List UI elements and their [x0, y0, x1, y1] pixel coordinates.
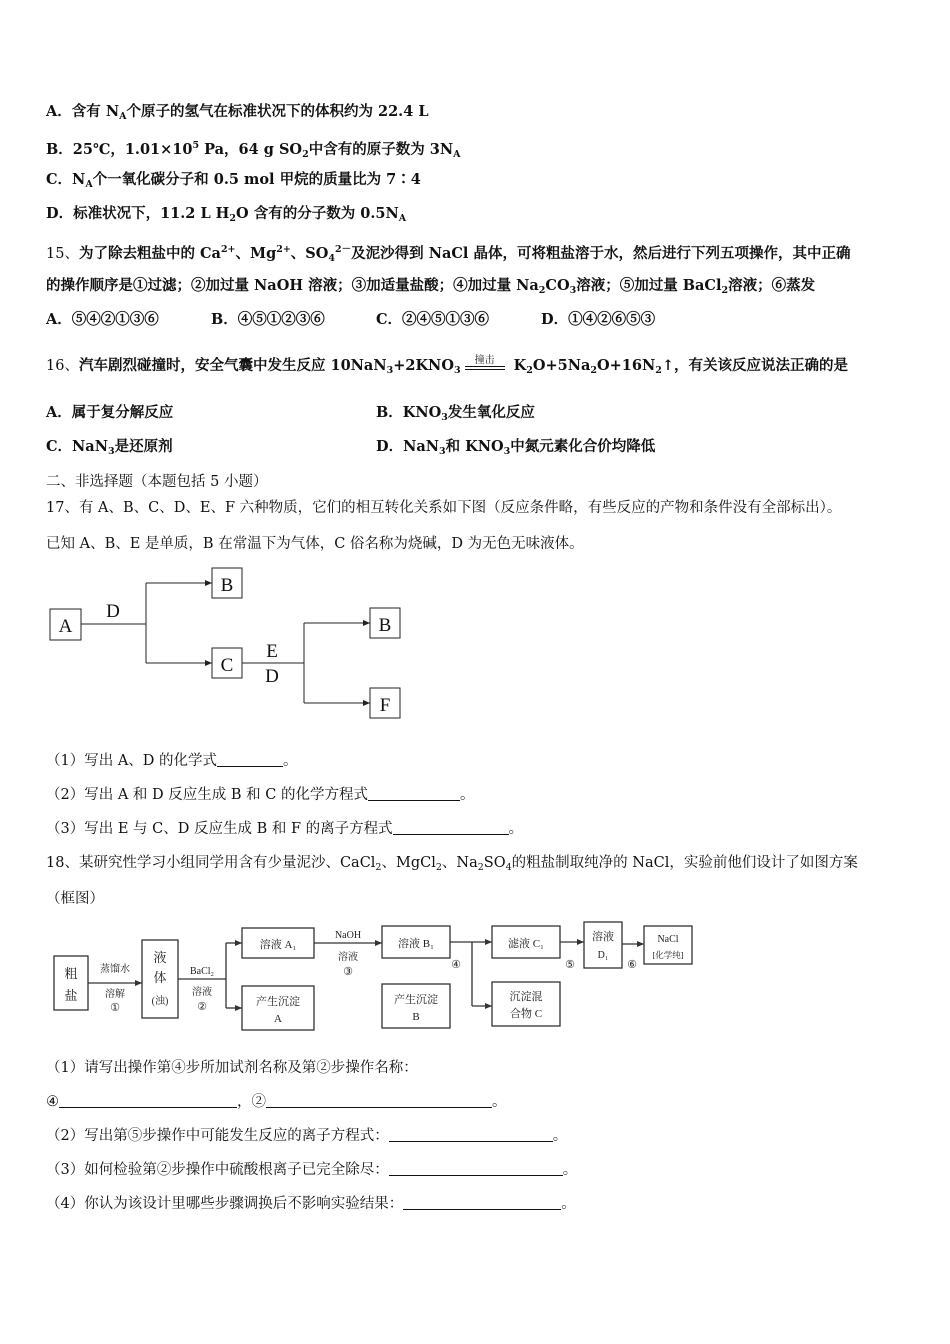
step6-number: ⑥ — [627, 959, 637, 971]
q18-stem-line1: 18、某研究性学习小组同学用含有少量泥沙、CaCl$_2$、MgCl$_2$、$Na_2SO_4$的粗盐制取纯净的 NaCl，实验前他们设计了如图方案 — [46, 855, 858, 873]
q18-sub2: （2）写出第⑤步操作中可能发生反应的离子方程式： 。 — [46, 1128, 568, 1144]
answer-blank[interactable] — [403, 1195, 561, 1210]
q16-option-b: B．$KNO_3$发生氧化反应 — [376, 404, 535, 423]
answer-blank[interactable] — [217, 752, 283, 767]
step3-action: 溶液 — [338, 952, 358, 963]
label-crude-1: 粗 — [64, 966, 78, 981]
q18-sub1: （1）请写出操作第④步所加试剂名称及第②步操作名称： — [46, 1060, 418, 1076]
label-nacl: NaCl — [657, 934, 679, 945]
answer-blank[interactable] — [389, 1161, 563, 1176]
box-b-right-label: B — [378, 615, 392, 636]
q14-option-d: D．标准状况下，11.2 L $H_2O$ 含有的分子数为 $0.5N_A$ — [46, 205, 407, 224]
answer-blank[interactable] — [393, 820, 509, 835]
q15-options — [46, 310, 655, 330]
edge-label-e: E — [266, 641, 278, 662]
q17-transform-diagram — [40, 562, 420, 728]
q15-stem-line2: 的操作顺序是①过滤；②加过量 NaOH 溶液；③加适量盐酸；④加过量 $Na_2CO_3$溶液；⑤加过量 BaCl$_2$溶液；⑥蒸发 — [46, 277, 816, 296]
label-solution-d1-1: 溶液 — [592, 931, 614, 943]
label-solution-d1-2: D₁ — [597, 950, 609, 961]
step2-reagent: BaCl₂ — [189, 966, 215, 977]
q18-stem-line2: （框图） — [46, 891, 104, 907]
q16-stem: 16、汽车剧烈碰撞时，安全气囊中发生反应 $10NaN_3+2KNO_3$ 撞击 $K_2O+5Na_2O+16N_2↑$，有关该反应说法正确的是 — [46, 356, 848, 381]
reaction-arrow — [465, 355, 505, 370]
step2-action: 溶液 — [192, 987, 212, 998]
label-solution-b1: 溶液 B₁ — [398, 938, 434, 950]
label-filtrate-c1: 滤液 C₁ — [508, 938, 544, 950]
q18-sub3: （3）如何检验第②步操作中硫酸根离子已完全除尽： 。 — [46, 1162, 578, 1178]
q15-option-d: D．①④②⑥⑤③ — [541, 311, 656, 328]
answer-blank[interactable] — [59, 1093, 237, 1108]
step2-number: ② — [197, 1001, 207, 1013]
label-crude-2: 盐 — [64, 988, 78, 1003]
label-precipitate-a-2: A — [274, 1013, 282, 1025]
box-c-label: C — [220, 655, 234, 676]
box-b-top-label: B — [220, 575, 234, 596]
q17-sub2: （2）写出 A 和 D 反应生成 B 和 C 的化学方程式 。 — [46, 787, 475, 803]
q17-sub3: （3）写出 E 与 C、D 反应生成 B 和 F 的离子方程式 。 — [46, 821, 524, 837]
step1-action: 溶解 — [105, 989, 125, 1000]
q17-stem-line2: 已知 A、B、E 是单质，B 在常温下为气体，C 俗名称为烧碱，D 为无色无味液体。 — [46, 536, 584, 552]
q16-option-d: D．NaN$_3$和 $KNO_3$中氮元素化合价均降低 — [376, 438, 656, 457]
q18-sub4: （4）你认为该设计里哪些步骤调换后不影响实验结果： 。 — [46, 1196, 576, 1212]
label-mixture-c-2: 合物 C — [509, 1008, 543, 1020]
q16-option-a: A．属于复分解反应 — [46, 404, 174, 421]
step1-reagent: 蒸馏水 — [100, 964, 130, 975]
q18-flowchart — [44, 918, 704, 1036]
section-heading: 二、非选择题（本题包括 5 小题） — [46, 474, 268, 490]
answer-blank[interactable] — [368, 786, 460, 801]
label-solution-a1: 溶液 A₁ — [259, 939, 297, 951]
q15-option-b: B．④⑤①②③⑥ — [211, 311, 325, 328]
step4-number: ④ — [451, 959, 461, 971]
label-precipitate-a-1: 产生沉淀 — [256, 996, 300, 1008]
label-liquid-2: 体 — [153, 970, 167, 985]
reaction-condition: 撞击 — [474, 355, 495, 366]
edge-label-d1: D — [106, 601, 120, 622]
step3-reagent: NaOH — [334, 930, 362, 941]
q17-stem-line1: 17、有 A、B、C、D、E、F 六种物质，它们的相互转化关系如下图（反应条件略，有些反应的产物和条件没有全部标出）。 — [46, 500, 842, 516]
q14-option-b: B．25℃，$1.01\times 10^5$ Pa，64 g $SO_2$中含有的原子数为 $3N_A$ — [46, 140, 461, 160]
q17-sub1: （1）写出 A、D 的化学式 。 — [46, 753, 298, 769]
label-mixture-c-1: 沉淀混 — [509, 991, 543, 1003]
step3-number: ③ — [343, 966, 353, 978]
edge-label-d2: D — [265, 666, 279, 687]
label-liquid-1: 液 — [153, 950, 167, 965]
label-liquid-3: (浊) — [151, 996, 169, 1007]
answer-blank[interactable] — [389, 1127, 553, 1142]
q15-option-a: A．⑤④②①③⑥ — [46, 311, 159, 328]
step1-number: ① — [110, 1002, 120, 1014]
q14-option-c: C．$N_A$个一氧化碳分子和 0.5 mol 甲烷的质量比为 7∶4 — [46, 171, 421, 190]
q15-stem-line1: 15、为了除去粗盐中的 $Ca^{2+}$、$Mg^{2+}$、$SO_4^{2-}$及泥沙得到 NaCl 晶体，可将粗盐溶于水，然后进行下列五项操作，其中正确 — [46, 244, 851, 264]
box-solution-d1 — [584, 922, 622, 968]
answer-blank[interactable] — [266, 1093, 492, 1108]
step5-number: ⑤ — [565, 959, 575, 971]
q15-option-c: C．②④⑤①③⑥ — [376, 311, 490, 328]
q18-sub1-answers: ④ ，② 。 — [46, 1094, 507, 1110]
box-f-label: F — [379, 695, 391, 716]
box-a-label: A — [58, 616, 73, 637]
label-precipitate-b-1: 产生沉淀 — [394, 994, 438, 1006]
q16-option-c: C．NaN$_3$是还原剂 — [46, 438, 173, 457]
q14-option-a: A．含有 $N_A$个原子的氢气在标准状况下的体积约为 22.4 L — [46, 103, 429, 122]
label-precipitate-b-2: B — [412, 1011, 420, 1023]
label-chemical-pure: [化学纯] — [652, 950, 684, 960]
